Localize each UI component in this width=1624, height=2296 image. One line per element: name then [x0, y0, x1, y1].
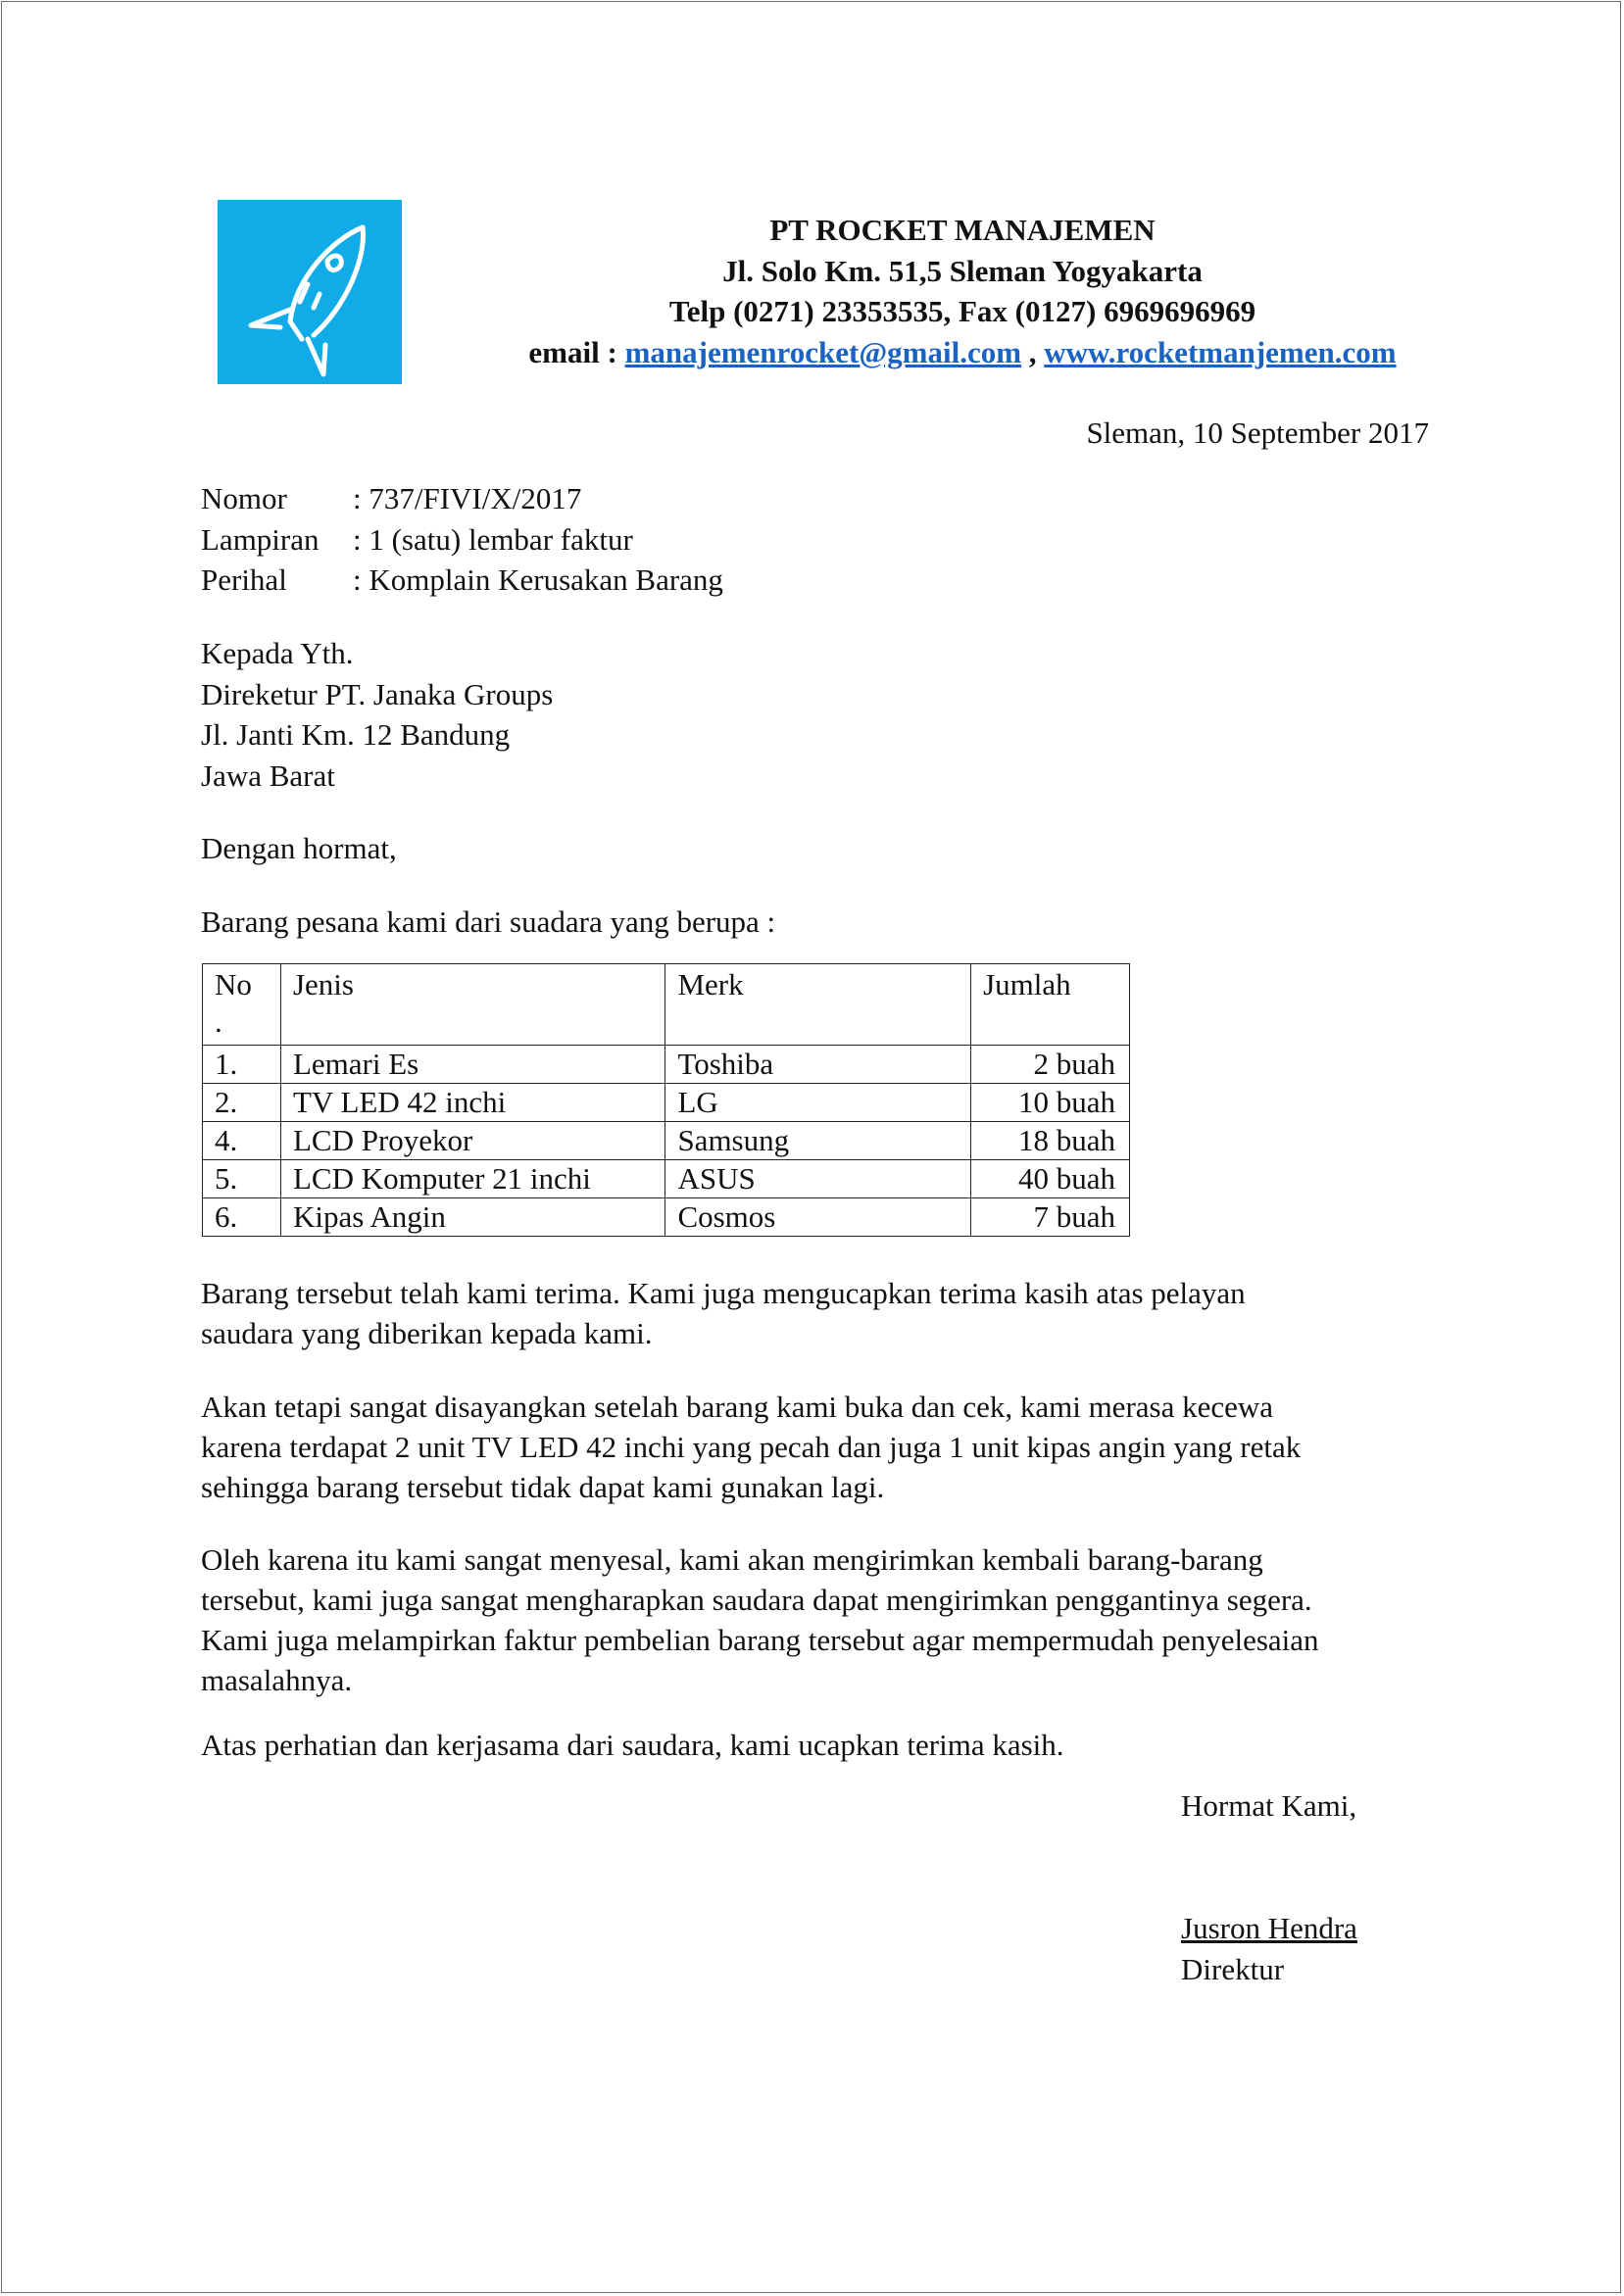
header-jumlah: Jumlah: [971, 964, 1130, 1046]
recipient-line: Jawa Barat: [201, 757, 335, 793]
signature-salutation: Hormat Kami,: [1181, 1788, 1357, 1823]
closing-text: Atas perhatian dan kerjasama dari saudara, kami ucapkan terima kasih.: [201, 1728, 1064, 1762]
letterhead: [414, 210, 1511, 372]
header-merk: Merk: [665, 964, 971, 1046]
cell-no: 6.: [203, 1198, 281, 1237]
signature-block: [1181, 1908, 1357, 1989]
recipient-line: Direketur PT. Janaka Groups: [201, 676, 554, 711]
recipient-block: [201, 633, 553, 796]
company-address: Jl. Solo Km. 51,5 Sleman Yogyakarta: [722, 253, 1203, 288]
paragraph-2: [201, 1387, 1301, 1507]
table-row: [203, 1198, 1130, 1237]
meta-row-nomor: [201, 478, 723, 519]
cell-merk: LG: [665, 1084, 971, 1122]
cell-no: 5.: [203, 1160, 281, 1198]
meta-row-perihal: [201, 560, 723, 601]
meta-row-lampiran: [201, 519, 723, 561]
cell-jenis: Kipas Angin: [280, 1198, 664, 1237]
letter-page: [1, 1, 1621, 2293]
cell-jumlah: 18 buah: [971, 1122, 1130, 1160]
recipient-line: Kepada Yth.: [201, 636, 354, 670]
table-row: [203, 1122, 1130, 1160]
header-no-label: No: [215, 967, 252, 1001]
table-row: [203, 1160, 1130, 1198]
paragraph-line: Kami juga melampirkan faktur pembelian barang tersebut agar mempermudah penyelesaian: [201, 1623, 1319, 1657]
meta-value: : 1 (satu) lembar faktur: [353, 521, 633, 557]
contact-separator: ,: [1028, 334, 1037, 369]
cell-jenis: TV LED 42 inchi: [280, 1084, 664, 1122]
website-link[interactable]: www.rocketmanjemen.com: [1044, 334, 1397, 369]
meta-value: : Komplain Kerusakan Barang: [353, 562, 723, 597]
rocket-icon: [218, 200, 402, 384]
paragraph-line: sehingga barang tersebut tidak dapat kami gunakan lagi.: [201, 1470, 885, 1504]
letter-date: Sleman, 10 September 2017: [1086, 415, 1429, 450]
cell-jumlah: 2 buah: [971, 1046, 1130, 1084]
contact-line: [414, 332, 1511, 373]
paragraph-line: tersebut, kami juga sangat mengharapkan saudara dapat mengirimkan penggantinya segera.: [201, 1583, 1312, 1617]
cell-merk: Samsung: [665, 1122, 971, 1160]
cell-jenis: LCD Proyekor: [280, 1122, 664, 1160]
cell-no: 2.: [203, 1084, 281, 1122]
header-jenis: Jenis: [280, 964, 664, 1046]
paragraph-3: [201, 1539, 1319, 1700]
cell-no: 1.: [203, 1046, 281, 1084]
items-table: [202, 963, 1130, 1237]
company-phone-fax: Telp (0271) 23353535, Fax (0127) 6969696969: [668, 294, 1256, 328]
email-label: email :: [528, 334, 617, 369]
cell-jenis: Lemari Es: [280, 1046, 664, 1084]
intro-text: Barang pesana kami dari suadara yang berupa :: [201, 904, 776, 939]
cell-jenis: LCD Komputer 21 inchi: [280, 1160, 664, 1198]
cell-jumlah: 7 buah: [971, 1198, 1130, 1237]
cell-merk: Cosmos: [665, 1198, 971, 1237]
paragraph-line: Barang tersebut telah kami terima. Kami juga mengucapkan terima kasih atas pelayan: [201, 1276, 1246, 1310]
table-header-row: [203, 964, 1130, 1046]
meta-label: Nomor: [201, 481, 287, 515]
paragraph-line: masalahnya.: [201, 1663, 353, 1697]
recipient-line: Jl. Janti Km. 12 Bandung: [201, 717, 511, 752]
cell-merk: Toshiba: [665, 1046, 971, 1084]
meta-label: Perihal: [201, 562, 287, 597]
meta-value: : 737/FIVI/X/2017: [353, 481, 582, 515]
cell-merk: ASUS: [665, 1160, 971, 1198]
cell-jumlah: 10 buah: [971, 1084, 1130, 1122]
paragraph-line: karena terdapat 2 unit TV LED 42 inchi yang pecah dan juga 1 unit kipas angin yang retak: [201, 1430, 1302, 1464]
paragraph-line: saudara yang diberikan kepada kami.: [201, 1316, 653, 1350]
company-name: PT ROCKET MANAJEMEN: [769, 213, 1156, 247]
cell-no: 4.: [203, 1122, 281, 1160]
email-link[interactable]: manajemenrocket@gmail.com: [624, 334, 1022, 369]
header-no-label-cont: .: [215, 1004, 222, 1039]
signer-name: Jusron Hendra: [1181, 1911, 1357, 1945]
company-logo: [218, 200, 402, 384]
meta-label: Lampiran: [201, 521, 320, 557]
letter-meta: [201, 478, 723, 601]
paragraph-line: Akan tetapi sangat disayangkan setelah barang kami buka dan cek, kami merasa kecewa: [201, 1390, 1274, 1424]
signer-title: Direktur: [1181, 1951, 1285, 1986]
greeting: Dengan hormat,: [201, 831, 397, 865]
cell-jumlah: 40 buah: [971, 1160, 1130, 1198]
header-no: [203, 964, 281, 1046]
table-row: [203, 1046, 1130, 1084]
table-row: [203, 1084, 1130, 1122]
paragraph-1: [201, 1273, 1246, 1353]
paragraph-line: Oleh karena itu kami sangat menyesal, kami akan mengirimkan kembali barang-barang: [201, 1542, 1263, 1577]
